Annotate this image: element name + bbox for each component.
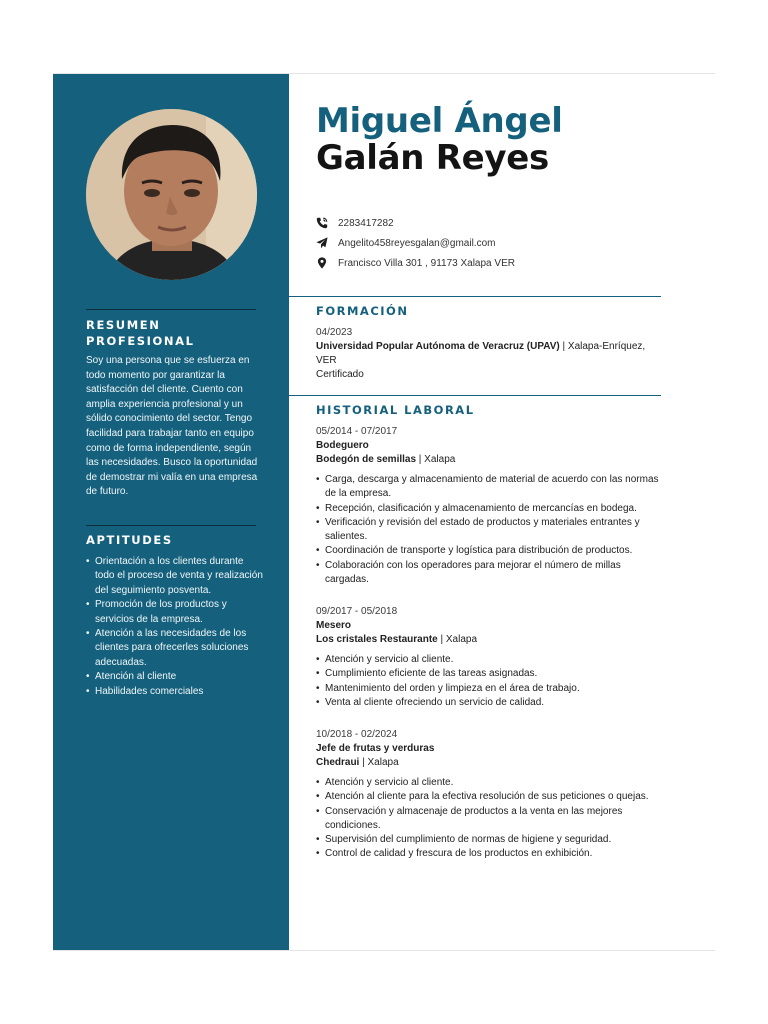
profile-photo [86, 109, 257, 280]
job-duty: • Control de calidad y frescura de los productos en exhibición. [316, 847, 661, 861]
skill-item: • Orientación a los clientes durante todo el proceso de venta y realización del seguimiento posventa. [86, 555, 264, 598]
job-title: Mesero [316, 620, 352, 631]
job-duty: • Atención y servicio al cliente. [316, 653, 661, 667]
job-company: Bodegón de semillas [316, 454, 417, 465]
work-divider [289, 395, 661, 396]
summary-heading: RESUMEN PROFESIONAL [86, 318, 195, 348]
skills-divider [86, 525, 256, 526]
paper-plane-icon [316, 237, 328, 249]
profile-photo-illustration [86, 109, 257, 280]
institution-name: Universidad Popular Autónoma de Veracruz (UPAV) [316, 341, 560, 352]
skill-item: • Promoción de los productos y servicios de la empresa. [86, 598, 264, 627]
job-duty: • Atención y servicio al cliente. [316, 776, 661, 790]
job-duty: • Venta al cliente ofreciendo un servicio de calidad. [316, 696, 661, 710]
summary-text: Soy una persona que se esfuerza en todo momento por garantizar la satisfacción del cliente. Cuento con amplia experiencia profesional y un sólido conocimiento del sector. Tengo facilidad para trabajar tanto en equipo como de forma independiente, según las necesidades. Busco la oportunidad de demostrar mi valía en una empresa de futuro. [86, 355, 258, 498]
education-dates: 04/2023 [316, 327, 353, 338]
job-company: Los cristales Restaurante [316, 634, 438, 645]
job-entry [316, 425, 661, 587]
resume-page [53, 73, 715, 951]
job-duties [316, 473, 661, 587]
sidebar [53, 74, 289, 950]
job-entry [316, 728, 661, 862]
main-column [289, 74, 715, 950]
contact-address [316, 255, 515, 271]
job-location: | Xalapa [437, 634, 478, 645]
job-duties [316, 653, 661, 710]
job-company-line [316, 756, 661, 770]
work-heading: HISTORIAL LABORAL [316, 403, 475, 417]
job-duty: • Cumplimiento eficiente de las tareas asignadas. [316, 667, 661, 681]
skills-heading: APTITUDES [86, 533, 173, 547]
job-entry [316, 605, 661, 710]
job-duties [316, 776, 661, 862]
education-degree: Certificado [316, 369, 364, 380]
job-duty: • Mantenimiento del orden y limpieza en el área de trabajo. [316, 682, 661, 696]
name-first-line: Miguel Ángel [316, 101, 563, 141]
summary-divider [86, 309, 256, 310]
skill-item: • Atención al cliente [86, 670, 264, 684]
job-company-line [316, 633, 661, 647]
job-location: | Xalapa [359, 757, 399, 768]
map-pin-icon [316, 257, 328, 269]
job-duty: • Atención al cliente para la efectiva resolución de sus peticiones o quejas. [316, 790, 661, 804]
job-duty: • Recepción, clasificación y almacenamiento de mercancías en bodega. [316, 502, 661, 516]
street-address: Francisco Villa 301 , 91173 Xalapa VER [338, 257, 515, 269]
job-duty: • Verificación y revisión del estado de productos y materiales entrantes y salientes. [316, 516, 661, 545]
education-divider [289, 296, 661, 297]
job-title: Bodeguero [316, 440, 369, 451]
job-duty: • Colaboración con los operadores para mejorar el número de millas cargadas. [316, 559, 661, 588]
contact-email [316, 235, 495, 251]
institution-location: | Xalapa-Enríquez, VER [316, 341, 646, 366]
job-dates: 09/2017 - 05/2018 [316, 606, 398, 617]
skills-list [86, 555, 264, 699]
education-entry [316, 326, 661, 382]
phone-icon [316, 217, 328, 229]
job-duty: • Supervisión del cumplimiento de normas de higiene y seguridad. [316, 833, 661, 847]
job-duty: • Carga, descarga y almacenamiento de material de acuerdo con las normas de la empresa. [316, 473, 661, 502]
job-company: Chedraui [316, 757, 360, 768]
job-dates: 05/2014 - 07/2017 [316, 426, 398, 437]
email-address: Angelito458reyesgalan@gmail.com [338, 237, 496, 249]
job-dates: 10/2018 - 02/2024 [316, 729, 398, 740]
job-location: | Xalapa [416, 454, 456, 465]
education-heading: FORMACIÓN [316, 304, 409, 318]
skill-item: • Habilidades comerciales [86, 685, 264, 699]
contact-phone [316, 215, 394, 231]
job-company-line [316, 453, 661, 467]
job-duty: • Coordinación de transporte y logística para distribución de productos. [316, 544, 661, 558]
job-title: Jefe de frutas y verduras [316, 743, 435, 754]
job-duty: • Conservación y almacenaje de productos a la venta en las mejores condiciones. [316, 805, 661, 834]
name-second-line: Galán Reyes [316, 138, 549, 178]
skill-item: • Atención a las necesidades de los clientes para ofrecerles soluciones adecuadas. [86, 627, 264, 670]
phone-number: 2283417282 [338, 217, 394, 229]
education-institution-line [316, 340, 661, 368]
